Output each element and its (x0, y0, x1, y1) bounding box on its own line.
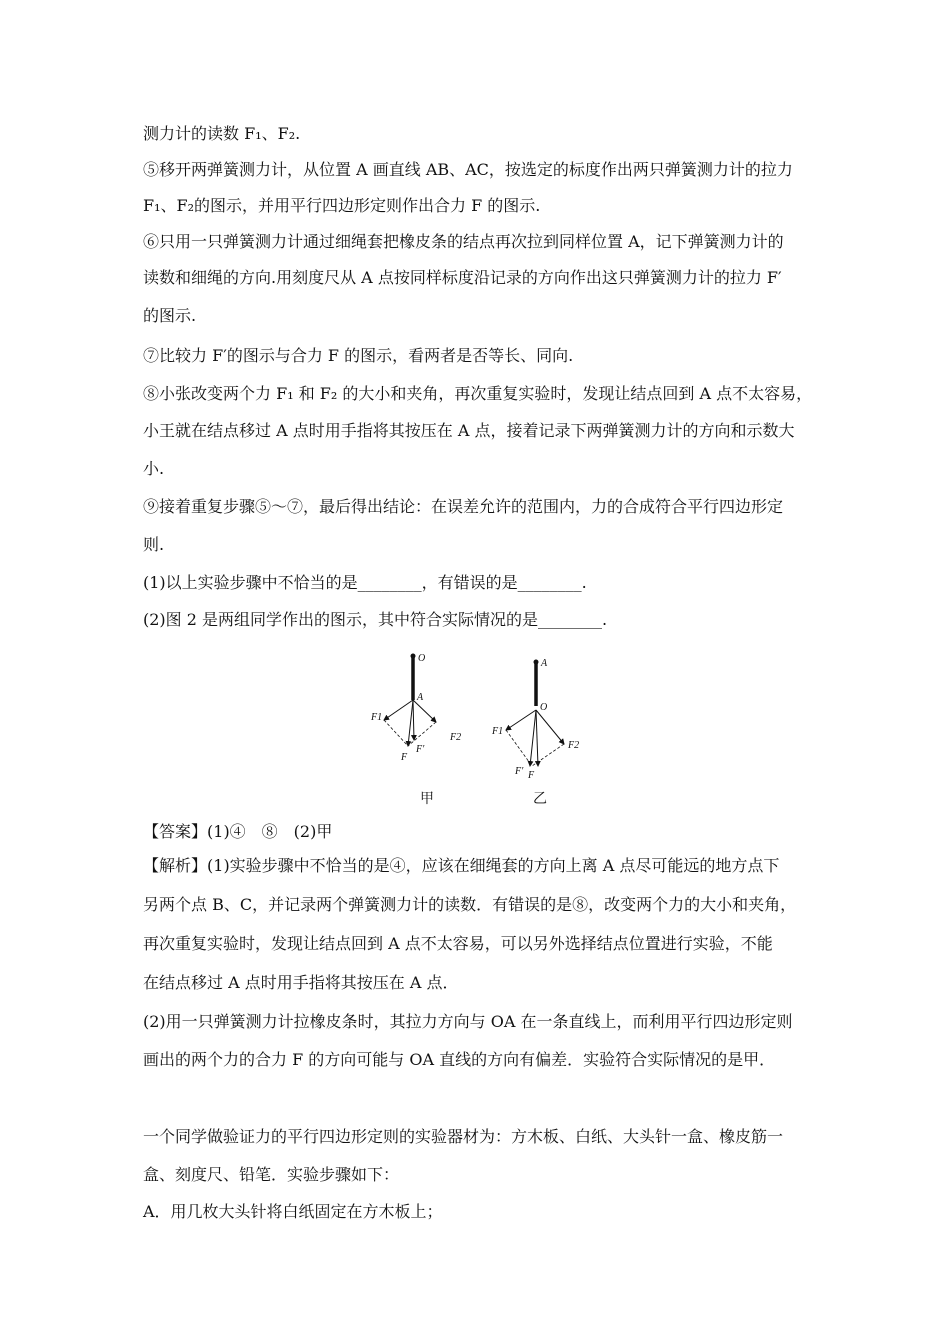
text-line: ⑤移开两弹簧测力计，从位置 A 画直线 AB、AC，按选定的标度作出两只弹簧测力计的拉力 (143, 160, 793, 179)
arrow-f (408, 700, 413, 746)
arrow-f (530, 710, 536, 766)
arrow-f2 (536, 710, 564, 744)
text-line: A．用几枚大头针将白纸固定在方木板上； (143, 1202, 443, 1221)
arrow-f1 (384, 700, 413, 720)
analysis-line: (2)用一只弹簧测力计拉橡皮条时，其拉力方向与 OA 在一条直线上，而利用平行四边形定则 (143, 1012, 793, 1031)
text-line: (2)图 2 是两组同学作出的图示，其中符合实际情况的是________. (143, 610, 608, 629)
answer-tag: 【答案】 (143, 822, 208, 841)
text-line: ⑥只用一只弹簧测力计通过细绳套把橡皮条的结点再次拉到同样位置 A，记下弹簧测力计的 (143, 232, 784, 251)
caption-jia: 甲 (420, 791, 434, 807)
diagram-jia (370, 653, 461, 763)
label-f: F (528, 770, 535, 781)
label-o: O (540, 702, 548, 713)
analysis-line: 再次重复实验时，发现让结点回到 A 点不太容易，可以另外选择结点位置进行实验，不能 (143, 934, 773, 953)
dashed-line (532, 744, 564, 766)
text-line: 的图示. (143, 306, 197, 325)
text-line: 读数和细绳的方向.用刻度尺从 A 点按同样标度沿记录的方向作出这只弹簧测力计的拉力 F′ (143, 268, 782, 287)
caption-yi: 乙 (533, 791, 547, 807)
text-line: 则. (143, 535, 165, 554)
label-f: F (401, 752, 408, 763)
text-line: ⑦比较力 F′的图示与合力 F 的图示，看两者是否等长、同向. (143, 346, 574, 365)
point-a (534, 660, 539, 665)
label-f1: F1 (492, 726, 504, 737)
label-f2: F2 (568, 740, 580, 751)
analysis-line: 另两个点 B、C，并记录两个弹簧测力计的读数．有错误的是⑧，改变两个力的大小和夹角， (143, 895, 797, 914)
dashed-line (506, 730, 532, 766)
text-line: 小. (143, 459, 165, 478)
text-line: ⑧小张改变两个力 F₁ 和 F₂ 的大小和夹角，再次重复实验时，发现让结点回到 A 点不太容易， (143, 384, 813, 403)
text-line: 一个同学做验证力的平行四边形定则的实验器材为：方木板、白纸、大头针一盒、橡皮筋一 (143, 1127, 784, 1146)
analysis-line (143, 856, 779, 876)
answer-line (143, 822, 332, 842)
arrow-fprime (413, 700, 414, 740)
text-line: ⑨接着重复步骤⑤～⑦，最后得出结论：在误差允许的范围内，力的合成符合平行四边形定 (143, 497, 784, 516)
answer-text: (1)④ ⑧ (2)甲 (207, 822, 333, 841)
text-line: (1)以上实验步骤中不恰当的是________，有错误的是________. (143, 573, 587, 592)
arrow-fprime (536, 710, 538, 766)
text-line: F₁、F₂的图示，并用平行四边形定则作出合力 F 的图示. (143, 196, 541, 215)
point-o (411, 654, 416, 659)
force-diagrams (360, 648, 620, 808)
label-f2: F2 (450, 732, 462, 743)
label-a: A (417, 692, 424, 703)
label-o: O (418, 653, 426, 664)
analysis-tag: 【解析】 (143, 856, 208, 875)
diagram-yi (491, 658, 579, 781)
dashed-line (408, 722, 436, 746)
label-f1: F1 (371, 712, 383, 723)
label-fprime: F′ (515, 766, 524, 777)
text-line: 盒、刻度尺、铅笔．实验步骤如下： (143, 1165, 400, 1184)
text-line: 测力计的读数 F₁、F₂. (143, 124, 301, 143)
force-diagram-figure (360, 648, 620, 808)
label-a: A (541, 658, 548, 669)
analysis-line: 在结点移过 A 点时用手指将其按压在 A 点． (143, 973, 459, 992)
arrow-f1 (506, 710, 536, 730)
text-line: 小王就在结点移过 A 点时用手指将其按压在 A 点，接着记录下两弹簧测力计的方向和示数大 (143, 421, 795, 440)
analysis-line: 画出的两个力的合力 F 的方向可能与 OA 直线的方向有偏差．实验符合实际情况的是甲． (143, 1050, 776, 1069)
label-fprime: F′ (416, 744, 425, 755)
dashed-line (384, 720, 408, 746)
arrow-f2 (413, 700, 436, 722)
analysis-text: (1)实验步骤中不恰当的是④，应该在细绳套的方向上离 A 点尽可能远的地方点下 (207, 856, 780, 875)
